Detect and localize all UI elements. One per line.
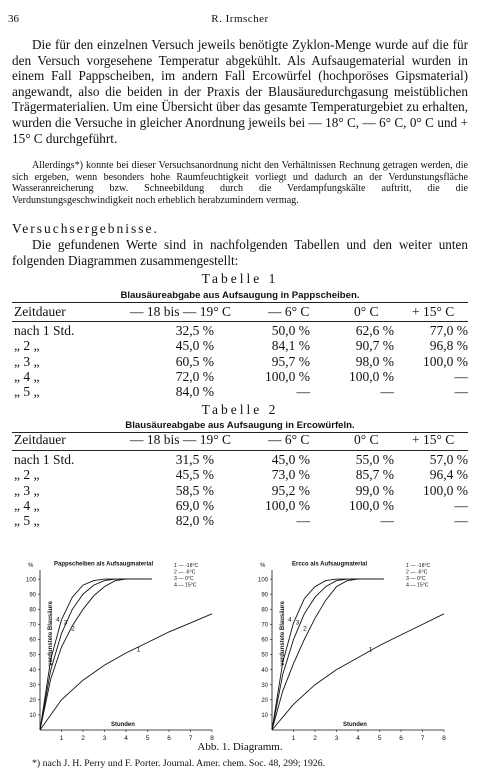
table1-rule-header xyxy=(12,321,468,322)
table2-cell-r4-c3: 100,0 % xyxy=(265,497,310,513)
chart-1-ytick-label: 90 xyxy=(29,592,36,599)
chart-2-ylabel: verdunstete Blausäure xyxy=(280,601,286,666)
chart-2-ytick-label: 10 xyxy=(261,713,268,720)
chart-2-series-3-label: 3 xyxy=(295,619,300,627)
chart-1-legend-entry: 1 — -18°C xyxy=(174,563,199,570)
chart-1-xtick-label: 4 xyxy=(124,735,128,742)
table2-header-col4: + 15° C xyxy=(412,432,455,447)
chart-1-xtick-label: 6 xyxy=(167,735,171,742)
chart-2 xyxy=(258,562,446,742)
chart-1-series-1-label: 1 xyxy=(136,646,141,654)
chart-1-ytick-label: 20 xyxy=(29,698,36,705)
small-print-paragraph: Allerdings*) konnte bei dieser Versuchsanordnung nicht den Verhältnissen Rechnung getragen werden, die sich ergeben, wenn besonders hohe Raumfeuchtigkeit vorliegt und dadurch an der Verdunstungsfläche Wasseranreicherung bzw. Schneebildung durch die Verdampfungskälte auftritt, die die Verdunstungsgeschwindigkeit noch erheblich herabzumindern vermag. xyxy=(12,160,468,206)
table2-cell-r5-c1: „ 5 „ xyxy=(14,513,40,529)
chart-2-ytick-label: 20 xyxy=(261,698,268,705)
table2-title: Tabelle 2 xyxy=(201,402,279,417)
table2-header-col3: 0° C xyxy=(354,432,379,447)
chart-1-ytick-label: 70 xyxy=(29,622,36,629)
table1-cell-r3-c3: 95,7 % xyxy=(271,353,310,369)
chart-1-series-3-line xyxy=(40,579,152,730)
table1-cell-r4-c1: „ 4 „ xyxy=(14,368,40,384)
chart-2-ytick-label: 40 xyxy=(261,667,268,674)
chart-1 xyxy=(26,562,214,742)
table2-cell-r3-c5: 100,0 % xyxy=(423,482,468,498)
table1-header-zeitdauer: Zeitdauer xyxy=(14,304,66,319)
footnote: *) nach J. H. Perry und F. Porter. Journal. Amer. chem. Soc. 48, 299; 1926. xyxy=(32,758,326,769)
table1-header-col1: — 18 bis — 19° C xyxy=(130,304,232,319)
chart-1-xtick-label: 5 xyxy=(145,735,150,742)
table1-cell-r2-c4: 90,7 % xyxy=(355,338,394,354)
chart-1-xtick-label: 7 xyxy=(188,735,193,742)
table1-cell-r5-c1: „ 5 „ xyxy=(14,384,40,400)
chart-2-ytick-label: 60 xyxy=(261,637,268,644)
chart-2-xtick-label: 8 xyxy=(442,735,446,742)
chart-2-xtick-label: 3 xyxy=(334,735,339,742)
table1-title: Tabelle 1 xyxy=(201,271,279,286)
table2-cell-r2-c2: 45,5 % xyxy=(175,467,214,483)
table1-subtitle: Blausäureabgabe aus Aufsaugung in Pappscheiben. xyxy=(120,290,360,301)
chart-1-series-1-line xyxy=(40,614,212,730)
chart-2-legend-entry: 4 — 15°C xyxy=(406,582,429,589)
table2-cell-r1-c3: 45,0 % xyxy=(271,452,310,467)
table1-cell-r4-c4: 100,0 % xyxy=(349,368,394,384)
figure-diagrams xyxy=(10,532,470,747)
chart-1-xlabel: Stunden xyxy=(110,722,135,728)
table1-cell-r3-c2: 60,5 % xyxy=(175,353,214,369)
table2-rule-top xyxy=(12,432,468,433)
page-header xyxy=(8,13,472,27)
table2-cell-r1-c2: 31,5 % xyxy=(175,452,214,467)
chart-1-ylabel: verdunstete Blausäure xyxy=(48,601,54,666)
chart-1-ytick-label: 10 xyxy=(29,713,36,720)
chart-1-legend-entry: 4 — 15°C xyxy=(174,582,197,589)
chart-1-xtick-label: 8 xyxy=(210,735,214,742)
chart-1-xtick-label: 2 xyxy=(81,735,85,742)
table1-cell-r2-c3: 84,1 % xyxy=(271,338,310,354)
paragraph-2: Die gefundenen Werte sind in nachfolgenden Tabellen und den weiter unten folgenden Diagrammen zusammengestellt: xyxy=(12,237,468,268)
chart-1-ytick-label: 60 xyxy=(29,637,36,644)
paragraph-1: Die für den einzelnen Versuch jeweils benötigte Zyklon-Menge wurde auf die für den Versuch vorgesehene Temperatur abgekühlt. Als Aufsaugematerial wurden in einem Fall Pappscheiben, im andern Fall Ercowürfel (hochporöses Gipsmaterial) angewandt, also die beiden in der Praxis der Blausäuredurchgasung meistüblichen Trägermaterialien. Um eine Übersicht über das gesamte Temperaturgebiet zu erhalten, wurden die Versuche in gleicher Anordnung jeweils bei — 18° C, — 6° C, 0° C und + 15° C durchgeführt. xyxy=(12,37,468,146)
table2-cell-r2-c1: „ 2 „ xyxy=(14,467,40,483)
chart-2-xtick-label: 2 xyxy=(313,735,317,742)
chart-2-ytick-label: 90 xyxy=(261,592,268,599)
table2-rule-header xyxy=(12,450,468,451)
table1-cell-r3-c1: „ 3 „ xyxy=(14,353,40,369)
table1-cell-r3-c5: 100,0 % xyxy=(423,353,468,369)
chart-1-series-2-label: 2 xyxy=(71,625,75,633)
chart-2-xtick-label: 5 xyxy=(377,735,382,742)
chart-1-series-4-label: 4 xyxy=(56,616,60,624)
table1-cell-r5-c4: — xyxy=(380,384,394,400)
table1-rule-top xyxy=(12,302,468,303)
chart-1-series-3-label: 3 xyxy=(63,619,68,627)
table2-cell-r2-c3: 73,0 % xyxy=(271,467,310,483)
table2-cell-r1-c4: 55,0 % xyxy=(355,452,394,467)
running-author: R. Irmscher xyxy=(211,13,269,25)
chart-2-ytick-label: 50 xyxy=(261,652,268,659)
table2-cell-r4-c1: „ 4 „ xyxy=(14,497,40,513)
table1-cell-r2-c5: 96,8 % xyxy=(429,338,468,354)
table2-cell-r3-c1: „ 3 „ xyxy=(14,482,40,498)
table2-cell-r1-c5: 57,0 % xyxy=(429,452,468,467)
chart-1-legend-entry: 2 — -6°C xyxy=(174,569,196,576)
table1-cell-r5-c3: — xyxy=(296,384,310,400)
table2-cell-r5-c2: 82,0 % xyxy=(175,513,214,529)
table1-cell-r4-c3: 100,0 % xyxy=(265,368,310,384)
chart-1-ytick-label: 50 xyxy=(29,652,36,659)
chart-2-title: Ercco als Aufsaugmaterial xyxy=(292,561,368,568)
chart-1-ytick-label: 100 xyxy=(25,577,36,584)
chart-2-xtick-label: 4 xyxy=(356,735,360,742)
chart-2-series-3-line xyxy=(272,579,384,730)
table1-cell-r1-c1: nach 1 Std. xyxy=(14,323,75,338)
table2-header-zeitdauer: Zeitdauer xyxy=(14,432,66,447)
table1-cell-r4-c5: — xyxy=(454,368,468,384)
section-heading: Versuchsergebnisse. xyxy=(12,221,159,236)
table2-subtitle: Blausäureabgabe aus Aufsaugung in Ercowürfeln. xyxy=(125,420,355,431)
chart-1-series-2-line xyxy=(40,579,152,730)
table2-cell-r5-c3: — xyxy=(296,513,310,529)
table2-cell-r5-c4: — xyxy=(380,513,394,529)
table2-cell-r4-c2: 69,0 % xyxy=(175,497,214,513)
figure-caption: Abb. 1. Diagramm. xyxy=(197,741,283,753)
chart-1-legend-entry: 3 — 0°C xyxy=(174,576,194,583)
chart-1-xtick-label: 1 xyxy=(59,735,64,742)
table2-cell-r4-c4: 100,0 % xyxy=(349,497,394,513)
table1-cell-r4-c2: 72,0 % xyxy=(175,368,214,384)
table2-cell-r2-c5: 96,4 % xyxy=(429,467,468,483)
chart-1-ytick-label: 40 xyxy=(29,667,36,674)
chart-2-legend-entry: 1 — -18°C xyxy=(406,563,431,570)
table1-header-col2: — 6° C xyxy=(268,304,310,319)
chart-2-xtick-label: 7 xyxy=(420,735,425,742)
chart-2-ytick-label: 80 xyxy=(261,607,268,614)
table2-cell-r2-c4: 85,7 % xyxy=(355,467,394,483)
table1-header-col4: + 15° C xyxy=(412,304,455,319)
table2-cell-r3-c4: 99,0 % xyxy=(355,482,394,498)
table2-cell-r3-c2: 58,5 % xyxy=(175,482,214,498)
chart-2-xtick-label: 1 xyxy=(291,735,296,742)
table2-cell-r5-c5: — xyxy=(454,513,468,529)
table1-cell-r1-c5: 77,0 % xyxy=(429,323,468,338)
table1-cell-r1-c3: 50,0 % xyxy=(271,323,310,338)
chart-1-yunit: % xyxy=(28,563,34,570)
table1-cell-r5-c2: 84,0 % xyxy=(175,384,214,400)
chart-2-ytick-label: 100 xyxy=(257,577,268,584)
table1-cell-r2-c2: 45,0 % xyxy=(175,338,214,354)
table2-header-col1: — 18 bis — 19° C xyxy=(130,432,232,447)
chart-2-ytick-label: 30 xyxy=(261,682,268,689)
table1-cell-r1-c2: 32,5 % xyxy=(175,323,214,338)
chart-2-xlabel: Stunden xyxy=(342,722,367,728)
table2-cell-r4-c5: — xyxy=(454,497,468,513)
chart-2-series-2-label: 2 xyxy=(303,625,307,633)
chart-2-series-1-line xyxy=(272,614,444,730)
table2-header-col2: — 6° C xyxy=(268,432,310,447)
chart-2-legend-entry: 2 — -6°C xyxy=(406,569,428,576)
table1-cell-r3-c4: 98,0 % xyxy=(355,353,394,369)
table1-cell-r2-c1: „ 2 „ xyxy=(14,338,40,354)
chart-1-ytick-label: 30 xyxy=(29,682,36,689)
chart-1-xtick-label: 3 xyxy=(102,735,107,742)
chart-2-ytick-label: 70 xyxy=(261,622,268,629)
table1-cell-r1-c4: 62,6 % xyxy=(355,323,394,338)
table1-header-col3: 0° C xyxy=(354,304,379,319)
chart-2-series-1-label: 1 xyxy=(368,646,373,654)
chart-1-ytick-label: 80 xyxy=(29,607,36,614)
table1-cell-r5-c5: — xyxy=(454,384,468,400)
chart-1-title: Pappscheiben als Aufsaugmaterial xyxy=(54,561,154,568)
chart-2-series-4-label: 4 xyxy=(288,616,292,624)
page-number: 36 xyxy=(8,13,19,25)
table2-cell-r1-c1: nach 1 Std. xyxy=(14,452,75,467)
chart-2-xtick-label: 6 xyxy=(399,735,403,742)
chart-2-legend-entry: 3 — 0°C xyxy=(406,576,426,583)
table2-cell-r3-c3: 95,2 % xyxy=(271,482,310,498)
chart-2-yunit: % xyxy=(260,563,266,570)
